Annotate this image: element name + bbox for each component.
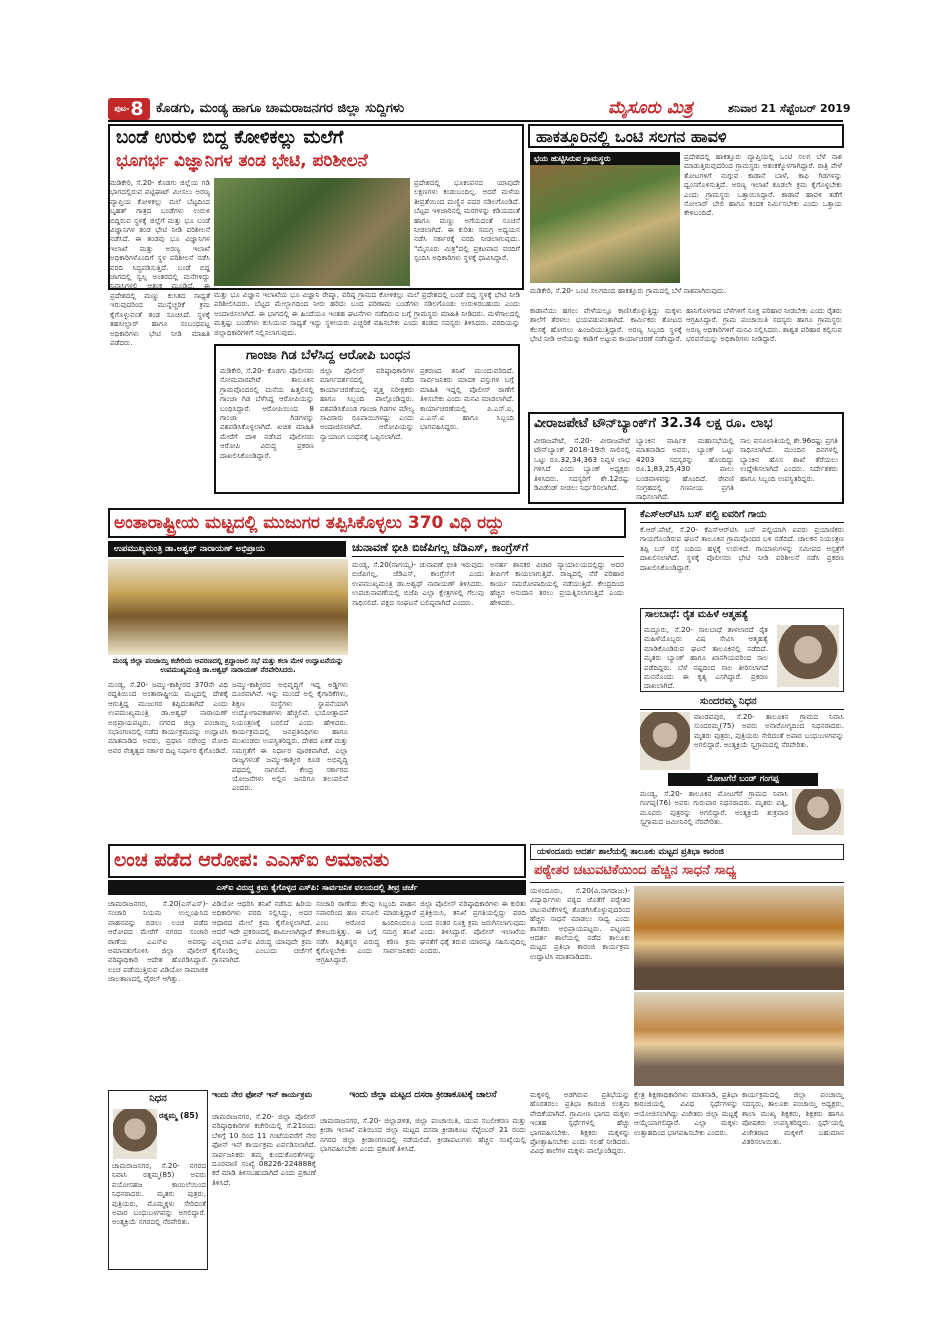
elephant-body-left: ಕಾಡಾನೆಯು ಹಗಲು ವೇಳೆಯಲ್ಲೂ ಕಾಣಿಸಿಕೊಳ್ಳುತ್ತಿದ್ದು ಮಕ್ಕಳು ಶಾಲೆಗೆ ತೆರಳಲು ಭಯಪಡುವಂತಾಗಿದೆ. ಕಾರ್ಮಿಕರು ತೋಟದ ಕೆಲಸಕ್ಕೆ ಹೋಗಲು ಹಿಂಜರಿಯುತ್ತಿದ್ದಾರೆ. ಅರಣ್ಯ ಸಿಬ್ಬಂದಿ ಸ್ಥಳಕ್ಕೆ ಭೇಟಿ ನೀಡಿ ಆನೆಯನ್ನು ಕಾಡಿಗೆ ಅಟ್ಟುವ ಕಾರ್ಯಾಚರಣೆ ನಡೆಸಿದ್ದಾರೆ.	[530, 306, 682, 344]
virajpet-body-col3: ಸಾಲ ವಸೂಲಾತಿಯಲ್ಲಿ ಶೇ.96ರಷ್ಟು ಪ್ರಗತಿ ಸಾಧಿಸಲಾಗಿದೆ. ಮುಂದಿನ ದಿನಗಳಲ್ಲಿ ಬ್ಯಾಂಕಿನ ಹೊಸ ಶಾಖೆ ತೆರೆಯಲು ಉದ್ದೇಶಿಸಲಾಗಿದೆ ಎಂದರು. ನಿರ್ದೇಶಕರು ಹಾಗೂ ಸಿಬ್ಬಂದಿ ಉಪಸ್ಥಿತರಿದ್ದರು.	[740, 436, 838, 483]
prathibha-photo-top	[634, 886, 844, 990]
gangappa-body: ಮಂಡ್ಯ, ಸೆ.20- ತಾಲೂಕಿನ ಮೋಟಗೆರೆ ಗ್ರಾಮದ ನಿವಾಸಿ ಗಂಗಪ್ಪ(76) ಅವರು ಗುರುವಾರ ನಿಧನರಾದರು. ಮೃತರು ಪತ್ನಿ, ಮೂವರು ಪುತ್ರರನ್ನು ಅಗಲಿದ್ದಾರೆ. ಅಂತ್ಯಕ್ರಿಯೆ ಶುಕ್ರವಾರ ಸ್ವಗ್ರಾಮದ ಜಮೀನಿನಲ್ಲಿ ನೆರವೇರಿತು.	[640, 789, 788, 827]
prathibha-kicker-box	[530, 844, 844, 860]
boulder-photo-caption: ಮತ್ತು ಭೂ ವಿಜ್ಞಾನ ಇಲಾಖೆಯ ಭೂ ವಿಜ್ಞಾನಿ ರೇಷ್ಮಾ, ವರಿಷ್ಠ ಗ್ರಾಮದ ಕೋಳಿಕಲ್ಲು ಮಲೆ ಪ್ರದೇಶದಲ್ಲಿ ಬಂಡೆ ಬಿದ್ದ ಸ್ಥಳಕ್ಕೆ ಭೇಟಿ ನೀಡಿ ಪರಿಶೀಲಿಸಿದರು. ಬೆಟ್ಟದ ಮೇಲ್ಭಾಗದಿಂದ ನೀರು ಹರಿದು ಬಂದ ಪರಿಣಾಮ ಬಂಡೆಗಳು ಸಡಿಲಗೊಂಡು ಉರುಳಿರಬಹುದು ಎಂದು ಅಂದಾಜಿಸಲಾಗಿದೆ. ಈ ಭಾಗದಲ್ಲಿ ಈ ಹಿಂದೆಯೂ ಇಂತಹ ಘಟನೆಗಳು ನಡೆದಿರುವ ಬಗ್ಗೆ ಗ್ರಾಮಸ್ಥರು ಮಾಹಿತಿ ನೀಡಿದರು. ಮಳೆಗಾಲದಲ್ಲಿ ಮತ್ತಷ್ಟು ಬಂಡೆಗಳು ಕುಸಿಯುವ ಸಾಧ್ಯತೆ ಇದ್ದು ಸ್ಥಳೀಯರು ಎಚ್ಚರಿಕೆ ವಹಿಸಬೇಕು ಎಂದು ತಂಡದ ಸದಸ್ಯರು ತಿಳಿಸಿದರು. ವರದಿಯನ್ನು ಜಿಲ್ಲಾಧಿಕಾರಿಗಳಿಗೆ ಸಲ್ಲಿಸಲಾಗುವುದು.	[214, 290, 520, 337]
page-number-badge	[108, 98, 150, 120]
article-370-headline: ಅಂತಾರಾಷ್ಟ್ರೀಯ ಮಟ್ಟದಲ್ಲಿ ಮುಜುಗರ ತಪ್ಪಿಸಿಕೊಳ್ಳಲು 370 ವಿಧಿ ರದ್ದು	[114, 513, 505, 533]
gangappa-headline-bar	[668, 773, 818, 786]
virajpet-body-col2: ಬ್ಯಾಂಕಿನ ವಾರ್ಷಿಕ ಮಹಾಸಭೆಯಲ್ಲಿ ಮಾತನಾಡಿದ ಅವರು, ಬ್ಯಾಂಕ್ ಒಟ್ಟು 4203 ಸದಸ್ಯರನ್ನು ಹೊಂದಿದ್ದು ರೂ.1,83,25,430 ಪಾಲು ಬಂಡವಾಳವನ್ನು ಹೊಂದಿದೆ. ಠೇವಣಿ ಸಂಗ್ರಹದಲ್ಲಿ ಗಣನೀಯ ಪ್ರಗತಿ ಸಾಧಿಸಲಾಗಿದೆ.	[636, 436, 734, 502]
boulder-subheadline: ಭೂಗರ್ಭ ವಿಜ್ಞಾನಿಗಳ ತಂಡ ಭೇಟಿ, ಪರಿಶೀಲನೆ	[116, 151, 368, 171]
boulder-headline: ಬಂಡೆ ಉರುಳಿ ಬಿದ್ದ ಕೋಳಿಕಲ್ಲು ಮಲೆಗೆ	[116, 127, 344, 148]
prathibha-photo-bottom	[634, 992, 844, 1086]
article-370-photo	[108, 559, 348, 655]
farmer-story-box	[640, 608, 844, 692]
boulder-body-col3: ಪ್ರದೇಶದಲ್ಲಿ ಭೂಕಂಪನದ ಯಾವುದೇ ಲಕ್ಷಣಗಳು ಕಂಡುಬಂದಿಲ್ಲ. ಆದರೆ ಮಳೆಯ ತೀವ್ರತೆಯಿಂದ ಮಣ್ಣಿನ ಪದರ ಸಡಿಲಗೊಂಡಿದೆ. ಬೆಟ್ಟದ ಇಳಿಜಾರಿನಲ್ಲಿ ಮರಗಳನ್ನು ಕಡಿಯದಂತೆ ಹಾಗೂ ಮಣ್ಣು ಅಗೆಯದಂತೆ ಸೂಚನೆ ನೀಡಲಾಗಿದೆ. ಈ ಕುರಿತು ಸಮಗ್ರ ಅಧ್ಯಯನ ನಡೆಸಿ ಸರ್ಕಾರಕ್ಕೆ ವರದಿ ನೀಡಲಾಗುವುದು. "ಮೈಸೂರು ಮಿತ್ರ"ದಲ್ಲಿ ಪ್ರಕಟವಾದ ವರದಿಗೆ ಸ್ಪಂದಿಸಿ ಅಧಿಕಾರಿಗಳು ಸ್ಥಳಕ್ಕೆ ಧಾವಿಸಿದ್ದಾರೆ.	[414, 178, 520, 263]
phonein-story	[212, 1090, 316, 1270]
issue-date: ಶನಿವಾರ 21 ಸೆಪ್ಟೆಂಬರ್ 2019	[728, 102, 851, 115]
elephant-photo-label-text: ಭಯ ಹುಟ್ಟಿಸಿರುವ ಗ್ರಾಮಸ್ಥರು	[534, 154, 611, 163]
virajpet-story-box	[528, 412, 844, 504]
dasara-body: ಚಾಮರಾಜನಗರ, ಸೆ.20- ಜಿಲ್ಲಾಡಳಿತ, ಜಿಲ್ಲಾ ಪಂಚಾಯಿತಿ, ಯುವ ಸಬಲೀಕರಣ ಮತ್ತು ಕ್ರೀಡಾ ಇಲಾಖೆ ವತಿಯಿಂದ ಜಿಲ್ಲಾ ಮಟ್ಟದ ದಸರಾ ಕ್ರೀಡಾಕೂಟ ಸೆಪ್ಟೆಂಬರ್ 21 ರಂದು ನಗರದ ಜಿಲ್ಲಾ ಕ್ರೀಡಾಂಗಣದಲ್ಲಿ ನಡೆಯಲಿದೆ. ಕ್ರೀಡಾಪಟುಗಳು ಹೆಚ್ಚಿನ ಸಂಖ್ಯೆಯಲ್ಲಿ ಭಾಗವಹಿಸಬೇಕು ಎಂದು ಪ್ರಕಟಣೆ ತಿಳಿಸಿದೆ.	[320, 1116, 526, 1154]
phonein-headline: ಇಂದು ನೇರ ಫೋನ್ ಇನ್ ಕಾರ್ಯಕ್ರಮ	[212, 1090, 313, 1099]
elephant-photo-label	[530, 152, 680, 165]
farmer-body: ಮದ್ದೂರು, ಸೆ.20- ಸಾಲಬಾಧೆ ತಾಳಲಾರದೆ ರೈತ ಮಹಿಳೆಯೊಬ್ಬರು ವಿಷ ಸೇವಿಸಿ ಆತ್ಮಹತ್ಯೆ ಮಾಡಿಕೊಂಡಿರುವ ಘಟನೆ ತಾಲೂಕಿನಲ್ಲಿ ನಡೆದಿದೆ. ಮೃತರು ಬ್ಯಾಂಕ್ ಹಾಗೂ ಖಾಸಗಿಯವರಿಂದ ಸಾಲ ಪಡೆದಿದ್ದರು. ಬೆಳೆ ನಷ್ಟದಿಂದ ಸಾಲ ತೀರಿಸಲಾಗದೆ ಮನನೊಂದು ಈ ಕೃತ್ಯ ಎಸಗಿದ್ದಾರೆ. ಪ್ರಕರಣ ದಾಖಲಾಗಿದೆ.	[644, 625, 768, 691]
prathibha-body-col3: ಕಾರ್ಯಕ್ರಮದಲ್ಲಿ ಜಿಲ್ಲಾ ಪಂಚಾಯ್ತಿ ಸದಸ್ಯರು, ತಾಲೂಕು ಪಂಚಾಯ್ತಿ ಅಧ್ಯಕ್ಷರು, ಶಾಲಾ ಮುಖ್ಯ ಶಿಕ್ಷಕರು, ಶಿಕ್ಷಕರು ಹಾಗೂ ಪೋಷಕರು ಉಪಸ್ಥಿತರಿದ್ದರು. ಸ್ಪರ್ಧೆಯಲ್ಲಿ ವಿಜೇತರಾದ ಮಕ್ಕಳಿಗೆ ಬಹುಮಾನ ವಿತರಿಸಲಾಯಿತು.	[742, 1090, 844, 1147]
farmer-portrait	[777, 625, 839, 687]
boulder-photo	[214, 178, 410, 286]
elephant-story-box	[528, 124, 844, 148]
section-title: ಕೊಡಗು, ಮಂಡ್ಯ ಹಾಗೂ ಚಾಮರಾಜನಗರ ಜಿಲ್ಲಾ ಸುದ್ದಿಗಳು	[156, 101, 405, 116]
elephant-body-right: ಪ್ರದೇಶದಲ್ಲಿ ಹಾಕತ್ತೂರು ವ್ಯಾಪ್ತಿಯಲ್ಲಿ ಒಂಟಿ ಸಲಗ ಬೆಳೆ ನಾಶ ಮಾಡುತ್ತಿರುವುದರಿಂದ ಗ್ರಾಮಸ್ಥರು ಆತಂಕಕ್ಕೊಳಗಾಗಿದ್ದಾರೆ. ರಾತ್ರಿ ವೇಳೆ ತೋಟಗಳಿಗೆ ನುಗ್ಗುವ ಕಾಡಾನೆ ಬಾಳೆ, ಕಾಫಿ ಗಿಡಗಳನ್ನು ಧ್ವಂಸಗೊಳಿಸುತ್ತಿದೆ. ಅರಣ್ಯ ಇಲಾಖೆ ಕೂಡಲೇ ಕ್ರಮ ಕೈಗೊಳ್ಳಬೇಕು ಎಂದು ಗ್ರಾಮಸ್ಥರು ಒತ್ತಾಯಿಸಿದ್ದಾರೆ. ಕಾಡಾನೆ ಹಾವಳಿ ತಡೆಗೆ ಸೋಲಾರ್ ಬೇಲಿ ಹಾಗೂ ಕಂದಕ ನಿರ್ಮಿಸಬೇಕು ಎಂದು ಒತ್ತಾಯ ಕೇಳಿಬಂದಿದೆ.	[684, 152, 842, 218]
article-370-body-col2: ಜಮ್ಮು-ಕಾಶ್ಮೀರದ ಅಭಿವೃದ್ಧಿಗೆ ಇದ್ದ ಅಡ್ಡಿಗಳು ದೂರವಾಗಿವೆ. ಇನ್ನು ಮುಂದೆ ಅಲ್ಲಿ ಕೈಗಾರಿಕೆಗಳು, ಶಿಕ್ಷಣ ಸಂಸ್ಥೆಗಳು ಸ್ಥಾಪನೆಯಾಗಿ ಉದ್ಯೋಗಾವಕಾಶಗಳು ಹೆಚ್ಚಲಿವೆ. ಭಯೋತ್ಪಾದನೆ ನಿಯಂತ್ರಣಕ್ಕೆ ಬರಲಿದೆ ಎಂದು ಹೇಳಿದರು. ಕಾರ್ಯಕ್ರಮದಲ್ಲಿ ಜನಪ್ರತಿನಿಧಿಗಳು ಹಾಗೂ ಮುಖಂಡರು ಉಪಸ್ಥಿತರಿದ್ದರು. ದೇಶದ ಏಕತೆ ಮತ್ತು ಸಮಗ್ರತೆಗೆ ಈ ನಿರ್ಧಾರ ಪೂರಕವಾಗಿದೆ. ಎಲ್ಲಾ ರಾಜ್ಯಗಳಂತೆ ಜಮ್ಮು-ಕಾಶ್ಮೀರ ಕೂಡ ಅಭಿವೃದ್ಧಿ ಪಥದಲ್ಲಿ ಸಾಗಲಿದೆ. ಕೇಂದ್ರ ಸರ್ಕಾರದ ಯೋಜನೆಗಳು ಅಲ್ಲಿನ ಜನರಿಗೂ ತಲುಪಲಿವೆ ಎಂದರು.	[232, 680, 348, 793]
sundaramma-portrait	[640, 712, 690, 770]
article-370-body-col1: ಮಂಡ್ಯ, ಸೆ.20- ಜಮ್ಮು-ಕಾಶ್ಮೀರದ 370ನೇ ವಿಧಿ ರದ್ದತಿಯಿಂದ ಅಂತಾರಾಷ್ಟ್ರೀಯ ಮಟ್ಟದಲ್ಲಿ ದೇಶಕ್ಕೆ ಆಗುತ್ತಿದ್ದ ಮುಜುಗರ ತಪ್ಪಿದಂತಾಗಿದೆ ಎಂದು ಉಪಮುಖ್ಯಮಂತ್ರಿ ಡಾ.ಅಶ್ವಥ್ ನಾರಾಯಣ್ ಅಭಿಪ್ರಾಯಪಟ್ಟರು. ನಗರದ ಜಿಲ್ಲಾ ಪಂಚಾಯ್ತಿ ಸಭಾಂಗಣದಲ್ಲಿ ನಡೆದ ಕಾರ್ಯಕ್ರಮವನ್ನು ಉದ್ಘಾಟಿಸಿ ಮಾತನಾಡಿದ ಅವರು, ಪ್ರಧಾನಿ ನರೇಂದ್ರ ಮೋದಿ ಅವರ ನೇತೃತ್ವದ ಸರ್ಕಾರ ದಿಟ್ಟ ನಿರ್ಧಾರ ಕೈಗೊಂಡಿದೆ.	[108, 680, 228, 755]
ratnamma-body: ಚಾಮರಾಜನಗರ, ಸೆ.20- ನಗರದ ನಿವಾಸಿ ರತ್ನಮ್ಮ(85) ಅವರು ವಯೋಸಹಜ ಕಾಯಿಲೆಯಿಂದ ನಿಧನರಾದರು. ಮೃತರು ಪುತ್ರರು, ಪುತ್ರಿಯರು, ಮೊಮ್ಮಕ್ಕಳು ಸೇರಿದಂತೆ ಅಪಾರ ಬಂಧುಬಳಗವನ್ನು ಅಗಲಿದ್ದಾರೆ. ಅಂತ್ಯಕ್ರಿಯೆ ನಗರದಲ್ಲಿ ನೆರವೇರಿತು.	[112, 1161, 206, 1227]
dasara-headline: ಇಂದು ಜಿಲ್ಲಾ ಮಟ್ಟದ ದಸರಾ ಕ್ರೀಡಾಕೂಟಕ್ಕೆ ಚಾಲನೆ	[349, 1090, 497, 1100]
prathibha-body-col2: ಕ್ಷೇತ್ರ ಶಿಕ್ಷಣಾಧಿಕಾರಿಗಳು ಮಾತನಾಡಿ, ಪ್ರತಿಭಾ ಕಾರಂಜಿಯಲ್ಲಿ ವಿವಿಧ ಸ್ಪರ್ಧೆಗಳನ್ನು ಆಯೋಜಿಸಲಾಗಿದ್ದು ವಿಜೇತರು ಜಿಲ್ಲಾ ಮಟ್ಟಕ್ಕೆ ಆಯ್ಕೆಯಾಗಲಿದ್ದಾರೆ. ಎಲ್ಲಾ ಮಕ್ಕಳು ಉತ್ಸಾಹದಿಂದ ಭಾಗವಹಿಸಬೇಕು ಎಂದರು.	[634, 1090, 738, 1137]
bus-accident-headline: ಕೆಎಸ್‌ಆರ್‌ಟಿಸಿ ಬಸ್ ಪಲ್ಟಿ ಐವರಿಗೆ ಗಾಯ	[640, 509, 767, 520]
bus-accident-body: ಕೆ.ಆರ್.ಪೇಟೆ, ಸೆ.20- ಕೆಎಸ್‌ಆರ್‌ಟಿಸಿ ಬಸ್ ಪಲ್ಟಿಯಾಗಿ ಐವರು ಪ್ರಯಾಣಿಕರು ಗಾಯಗೊಂಡಿರುವ ಘಟನೆ ತಾಲೂಕಿನ ಗ್ರಾಮವೊಂದರ ಬಳಿ ನಡೆದಿದೆ. ಚಾಲಕನ ನಿಯಂತ್ರಣ ತಪ್ಪಿ ಬಸ್ ರಸ್ತೆ ಬದಿಯ ಹಳ್ಳಕ್ಕೆ ಉರುಳಿದೆ. ಗಾಯಾಳುಗಳನ್ನು ಸಮೀಪದ ಆಸ್ಪತ್ರೆಗೆ ದಾಖಲಿಸಲಾಗಿದೆ. ಸ್ಥಳಕ್ಕೆ ಪೊಲೀಸರು ಭೇಟಿ ನೀಡಿ ಪರಿಶೀಲನೆ ನಡೆಸಿ ಪ್ರಕರಣ ದಾಖಲಿಸಿಕೊಂಡಿದ್ದಾರೆ.	[640, 525, 844, 572]
election-body-col2: ಅನರ್ಹ ಶಾಸಕರ ವಿಚಾರ ನ್ಯಾಯಾಲಯದಲ್ಲಿದ್ದು ಅದರ ತೀರ್ಪಿಗೆ ಕಾಯಲಾಗುತ್ತಿದೆ. ರಾಜ್ಯದಲ್ಲಿ ನೆರೆ ಪರಿಹಾರ ಕಾರ್ಯ ಸಮರೋಪಾದಿಯಲ್ಲಿ ನಡೆಯುತ್ತಿದೆ. ಕೇಂದ್ರದಿಂದ ಹೆಚ್ಚಿನ ಅನುದಾನ ತರಲು ಪ್ರಯತ್ನಿಸಲಾಗುತ್ತಿದೆ ಎಂದು ಹೇಳಿದರು.	[490, 560, 624, 607]
ratnamma-name: ರತ್ನಮ್ಮ (85)	[159, 1111, 199, 1120]
bus-accident-rule	[640, 522, 844, 523]
sundaramma-rule	[640, 709, 844, 710]
elephant-body-mid: ಹಾನಿಗೊಳಗಾದ ಬೆಳೆಗಳಿಗೆ ಸೂಕ್ತ ಪರಿಹಾರ ನೀಡಬೇಕು ಎಂದು ರೈತರು ಆಗ್ರಹಿಸಿದ್ದಾರೆ. ಗ್ರಾಮ ಪಂಚಾಯಿತಿ ಸದಸ್ಯರು ಹಾಗೂ ಗ್ರಾಮಸ್ಥರು ಅರಣ್ಯ ಅಧಿಕಾರಿಗಳಿಗೆ ಮನವಿ ಸಲ್ಲಿಸಿದರು. ಶಾಶ್ವತ ಪರಿಹಾರ ಕಲ್ಪಿಸುವ ಭರವಸೆಯನ್ನು ಅಧಿಕಾರಿಗಳು ನೀಡಿದ್ದಾರೆ.	[686, 306, 842, 344]
ganja-headline: ಗಾಂಜಾ ಗಿಡ ಬೆಳೆಸಿದ್ದ ಆರೋಪಿ ಬಂಧನ	[246, 348, 411, 363]
farmer-headline: ಸಾಲಬಾಧೆ: ರೈತ ಮಹಿಳೆ ಆತ್ಮಹತ್ಯೆ	[641, 609, 843, 623]
elephant-photo	[530, 165, 680, 283]
boulder-body-col1: ಮಡಿಕೇರಿ, ಸೆ.20- ಕೊಡಗು ಜಿಲ್ಲೆಯ ಗಡಿ ಭಾಗದಲ್ಲಿರುವ ಪಟ್ಟಿಘಾಟ್ ಮೀಸಲು ಅರಣ್ಯ ವ್ಯಾಪ್ತಿಯ ಕೋಳಿಕಲ್ಲು ಮಲೆ ಬೆಟ್ಟದಿಂದ ಬೃಹತ್ ಗಾತ್ರದ ಬಂಡೆಗಳು ಉರುಳಿ ಬಿದ್ದಿರುವ ಸ್ಥಳಕ್ಕೆ ಜಿಲ್ಲೆಗೆ ಮತ್ತು ಭೂ ಬಂಡೆ ವಿಜ್ಞಾನಿಗಳ ತಂಡ ಭೇಟಿ ನೀಡಿ ಪರಿಶೀಲನೆ ನಡೆಸಿದೆ. ಈ ತಂಡವು ಭೂ ವಿಜ್ಞಾನಿಗಳ ಇಲಾಖೆ ಮತ್ತು ಅರಣ್ಯ ಇಲಾಖೆ ಅಧಿಕಾರಿಗಳೊಂದಿಗೆ ಸ್ಥಳ ಪರಿಶೀಲನೆ ನಡೆಸಿ ವರದಿ ಸಿದ್ಧಪಡಿಸುತ್ತಿದೆ. ಬಂಡೆ ಬಿದ್ದ ಜಾಗದಲ್ಲಿ ಸ್ವಲ್ಪ ಅಂತರದಲ್ಲಿ ಮನೆಗಳಿದ್ದು ನಿವಾಸಿಗಳಲ್ಲಿ ಆತಂಕ ಮೂಡಿದೆ. ಈ ಪ್ರದೇಶದಲ್ಲಿ ಮಣ್ಣು ಕುಸಿತದ ಸಾಧ್ಯತೆ ಇರುವುದರಿಂದ ಮುನ್ನೆಚ್ಚರಿಕೆ ಕ್ರಮ ಕೈಗೊಳ್ಳುವಂತೆ ತಂಡ ಸೂಚಿಸಿದೆ. ಸ್ಥಳಕ್ಕೆ ತಹಸೀಲ್ದಾರ್ ಹಾಗೂ ಸಂಬಂಧಪಟ್ಟ ಅಧಿಕಾರಿಗಳು ಭೇಟಿ ನೀಡಿ ಮಾಹಿತಿ ಪಡೆದರು.	[110, 178, 210, 347]
ganja-body-col1: ಮಡಿಕೇರಿ, ಸೆ.20- ಕೊಡಗು ಪೊಲೀಸರು ಸೋಮವಾರಪೇಟೆ ತಾಲೂಕಿನ ಗ್ರಾಮವೊಂದರಲ್ಲಿ ಮನೆಯ ಹಿತ್ತಲಿನಲ್ಲಿ ಗಾಂಜಾ ಗಿಡ ಬೆಳೆಸಿದ್ದ ಆರೋಪಿಯನ್ನು ಬಂಧಿಸಿದ್ದಾರೆ. ಆರೋಪಿಯಿಂದ 8 ಗಾಂಜಾ ಗಿಡಗಳನ್ನು ವಶಪಡಿಸಿಕೊಳ್ಳಲಾಗಿದೆ. ಖಚಿತ ಮಾಹಿತಿ ಮೇರೆಗೆ ದಾಳಿ ನಡೆಸಿದ ಪೊಲೀಸರು ಆರೋಪಿ ವಿರುದ್ಧ ಪ್ರಕರಣ ದಾಖಲಿಸಿಕೊಂಡಿದ್ದಾರೆ.	[220, 366, 314, 460]
election-headline: ಚುನಾವಣೆ ಭೀತಿ ಬಿಜೆಪಿಗಲ್ಲ ಜೆಡಿಎಸ್, ಕಾಂಗ್ರೆಸ್‌ಗೆ	[352, 541, 529, 554]
page-number: 8	[130, 98, 144, 120]
ratnamma-title: ನಿಧನ	[149, 1093, 167, 1104]
bribe-kicker	[108, 880, 526, 895]
prathibha-headline: ಪಠ್ಯೇತರ ಚಟುವಟಿಕೆಯಿಂದ ಹೆಚ್ಚಿನ ಸಾಧನೆ ಸಾಧ್ಯ	[534, 863, 737, 878]
page-header	[108, 96, 851, 122]
dasara-story	[320, 1090, 526, 1270]
article-370-kicker	[108, 541, 346, 557]
ganja-story-box	[214, 344, 520, 494]
prathibha-body-left: ಯಳಂದೂರು, ಸೆ.20(ವಿ.ನಾಗರಾಜು)- ವಿದ್ಯಾರ್ಥಿಗಳು ಪಠ್ಯದ ಜೊತೆಗೆ ಪಠ್ಯೇತರ ಚಟುವಟಿಕೆಗಳಲ್ಲಿ ತೊಡಗಿಸಿಕೊಳ್ಳುವುದರಿಂದ ಹೆಚ್ಚಿನ ಸಾಧನೆ ಮಾಡಲು ಸಾಧ್ಯ ಎಂದು ಶಾಸಕರು ಅಭಿಪ್ರಾಯಪಟ್ಟರು. ಪಟ್ಟಣದ ಆದರ್ಶ ಶಾಲೆಯಲ್ಲಿ ನಡೆದ ತಾಲೂಕು ಮಟ್ಟದ ಪ್ರತಿಭಾ ಕಾರಂಜಿ ಕಾರ್ಯಕ್ರಮ ಉದ್ಘಾಟಿಸಿ ಮಾತನಾಡಿದರು.	[530, 886, 630, 961]
ganja-body-col3: ಪ್ರಕರಣದ ತನಿಖೆ ಮುಂದುವರಿದಿದೆ. ಸಾರ್ವಜನಿಕರು ಮಾದಕ ವಸ್ತುಗಳ ಬಗ್ಗೆ ಮಾಹಿತಿ ಇದ್ದಲ್ಲಿ ಪೊಲೀಸ್ ಠಾಣೆಗೆ ತಿಳಿಸಬೇಕು ಎಂದು ಮನವಿ ಮಾಡಲಾಗಿದೆ. ಕಾರ್ಯಾಚರಣೆಯಲ್ಲಿ ಪಿ.ಎಸ್.ಐ, ಎ.ಎಸ್.ಐ ಹಾಗೂ ಸಿಬ್ಬಂದಿ ಭಾಗವಹಿಸಿದ್ದರು.	[420, 366, 514, 432]
gangappa-portrait	[792, 789, 844, 835]
ratnamma-obit-box	[108, 1090, 208, 1270]
sundaramma-body: ಪಾಂಡವಪುರ, ಸೆ.20- ತಾಲೂಕಿನ ಗ್ರಾಮದ ನಿವಾಸಿ ಸುಂದರಮ್ಮ(75) ಅವರು ಅನಾರೋಗ್ಯದಿಂದ ನಿಧನರಾದರು. ಮೃತರು ಪುತ್ರರು, ಪುತ್ರಿಯರು ಸೇರಿದಂತೆ ಅಪಾರ ಬಂಧುಬಳಗವನ್ನು ಅಗಲಿದ್ದಾರೆ. ಅಂತ್ಯಕ್ರಿಯೆ ಸ್ವಗ್ರಾಮದಲ್ಲಿ ನೆರವೇರಿತು.	[694, 712, 844, 750]
virajpet-body-col1: ವೀರಾಜಪೇಟೆ, ಸೆ.20- ವೀರಾಜಪೇಟೆ ಟೌನ್‌ಬ್ಯಾಂಕ್ 2018-19ನೇ ಸಾಲಿನಲ್ಲಿ ಒಟ್ಟು ರೂ.32,34,363 ನಿವ್ವಳ ಲಾಭ ಗಳಿಸಿದೆ ಎಂದು ಬ್ಯಾಂಕ್ ಅಧ್ಯಕ್ಷರು ತಿಳಿಸಿದರು. ಸದಸ್ಯರಿಗೆ ಶೇ.12ರಷ್ಟು ಡಿವಿಡೆಂಡ್ ನೀಡಲು ನಿರ್ಧರಿಸಲಾಗಿದೆ.	[534, 436, 630, 493]
bribe-body-col1: ಚಾಮರಾಜನಗರ, ಸೆ.20(ಎಸ್‌ಎಸ್)- ಸಂಚಾರಿ ನಿಯಮ ಉಲ್ಲಂಘಿಸಿದ ವಾಹನವನ್ನು ಬಿಡಲು ಲಂಚ ಪಡೆದ ಆರೋಪದ ಮೇರೆಗೆ ನಗರದ ಸಂಚಾರಿ ಠಾಣೆಯ ಎಎಸ್‌ಐ ಅವರನ್ನು ಅಮಾನತುಗೊಳಿಸಿ ಜಿಲ್ಲಾ ಪೊಲೀಸ್ ವರಿಷ್ಠಾಧಿಕಾರಿ ಆದೇಶ ಹೊರಡಿಸಿದ್ದಾರೆ. ಲಂಚ ಪಡೆಯುತ್ತಿರುವ ವಿಡಿಯೋ ಸಾಮಾಜಿಕ ಜಾಲತಾಣದಲ್ಲಿ ವೈರಲ್ ಆಗಿತ್ತು.	[108, 899, 208, 984]
prathibha-rule	[530, 882, 844, 883]
bribe-body-col4: ಜಿಲ್ಲಾ ಪೊಲೀಸ್ ವರಿಷ್ಠಾಧಿಕಾರಿಗಳು ಈ ಕುರಿತು ಪ್ರತಿಕ್ರಿಯಿಸಿ, ತನಿಖೆ ಪ್ರಗತಿಯಲ್ಲಿದ್ದು ವರದಿ ಬಂದ ನಂತರ ಸೂಕ್ತ ಕ್ರಮ ಜರುಗಿಸಲಾಗುವುದು ಎಂದು ತಿಳಿಸಿದ್ದಾರೆ. ಪೊಲೀಸ್ ಇಲಾಖೆಯ ಘನತೆಗೆ ಧಕ್ಕೆ ತರುವ ಯಾರನ್ನೂ ಸಹಿಸುವುದಿಲ್ಲ ಎಂದರು.	[420, 899, 526, 956]
elephant-photo-caption: ಮಡಿಕೇರಿ, ಸೆ.20- ಒಂಟಿ ಸಲಗದಿಂದ ಹಾಕತ್ತೂರು ಗ್ರಾಮದಲ್ಲಿ ಬೆಳೆ ನಾಶವಾಗಿರುವುದು.	[530, 286, 727, 295]
bribe-headline: ಲಂಚ ಪಡೆದ ಆರೋಪ: ಎಎಸ್‌ಐ ಅಮಾನತು	[114, 849, 390, 871]
masthead: ಮೈಸೂರು ಮಿತ್ರ	[608, 98, 693, 118]
bribe-body-col3: ಸಂಚಾರಿ ಠಾಣೆಯ ಕೆಲವು ಸಿಬ್ಬಂದಿ ವಾಹನ ಸವಾರರಿಂದ ಹಣ ವಸೂಲಿ ಮಾಡುತ್ತಿದ್ದಾರೆ ಎಂಬ ಆರೋಪ ಹಿಂದಿನಿಂದಲೂ ಕೇಳಿಬರುತ್ತಿತ್ತು. ಈ ಬಗ್ಗೆ ಸಮಗ್ರ ತನಿಖೆ ನಡೆಸಿ ತಪ್ಪಿತಸ್ಥರ ವಿರುದ್ಧ ಕಠಿಣ ಕ್ರಮ ಕೈಗೊಳ್ಳಬೇಕು ಎಂದು ಸಾರ್ವಜನಿಕರು ಆಗ್ರಹಿಸಿದ್ದಾರೆ.	[316, 899, 416, 965]
bribe-kicker-text: ಎಸ್‌ಐ ವಿರುದ್ಧ ಕ್ರಮ ಕೈಗೊಳ್ಳದ ಎಸ್‌ಪಿ: ಸಾರ್ವಜನಿಕ ವಲಯದಲ್ಲಿ ತೀವ್ರ ಚರ್ಚೆ	[216, 883, 418, 892]
election-rule	[352, 556, 624, 557]
article-370-kicker-text: ಉಪಮುಖ್ಯಮಂತ್ರಿ ಡಾ.ಅಶ್ವಥ್ ನಾರಾಯಣ್ ಅಭಿಪ್ರಾಯ	[114, 544, 265, 554]
ganja-body-col2: ಜಿಲ್ಲಾ ಪೊಲೀಸ್ ವರಿಷ್ಠಾಧಿಕಾರಿಗಳ ಮಾರ್ಗದರ್ಶನದಲ್ಲಿ ನಡೆದ ಕಾರ್ಯಾಚರಣೆಯಲ್ಲಿ ವೃತ್ತ ನಿರೀಕ್ಷಕರು ಹಾಗೂ ಸಿಬ್ಬಂದಿ ಪಾಲ್ಗೊಂಡಿದ್ದರು. ವಶಪಡಿಸಿಕೊಂಡ ಗಾಂಜಾ ಗಿಡಗಳ ಮೌಲ್ಯ ಸಾವಿರಾರು ರೂಪಾಯಿಗಳಷ್ಟು ಎಂದು ಅಂದಾಜಿಸಲಾಗಿದೆ. ಆರೋಪಿಯನ್ನು ನ್ಯಾಯಾಂಗ ಬಂಧನಕ್ಕೆ ಒಪ್ಪಿಸಲಾಗಿದೆ.	[320, 366, 414, 441]
prathibha-body-col1: ಮಕ್ಕಳಲ್ಲಿ ಅಡಗಿರುವ ಪ್ರತಿಭೆಯನ್ನು ಹೊರತರಲು ಪ್ರತಿಭಾ ಕಾರಂಜಿ ಉತ್ತಮ ವೇದಿಕೆಯಾಗಿದೆ. ಗ್ರಾಮೀಣ ಭಾಗದ ಮಕ್ಕಳು ಇಂತಹ ಸ್ಪರ್ಧೆಗಳಲ್ಲಿ ಹೆಚ್ಚು ಭಾಗವಹಿಸಬೇಕು. ಶಿಕ್ಷಕರು ಮಕ್ಕಳನ್ನು ಪ್ರೋತ್ಸಾಹಿಸಬೇಕು ಎಂದು ಸಲಹೆ ನೀಡಿದರು. ವಿವಿಧ ಶಾಲೆಗಳ ಮಕ್ಕಳು ಪಾಲ್ಗೊಂಡಿದ್ದರು.	[530, 1090, 630, 1156]
page-label: ಪುಟ-	[114, 104, 130, 113]
article-370-headline-box	[108, 508, 626, 538]
bribe-headline-box	[108, 844, 526, 878]
bribe-body-col2: ವಿಡಿಯೋ ಆಧರಿಸಿ ತನಿಖೆ ನಡೆಸಿದ ಹಿರಿಯ ಅಧಿಕಾರಿಗಳು ವರದಿ ಸಲ್ಲಿಸಿದ್ದು, ಅದರ ಆಧಾರದ ಮೇಲೆ ಕ್ರಮ ಕೈಗೊಳ್ಳಲಾಗಿದೆ. ಆದರೆ ಇದೇ ಪ್ರಕರಣದಲ್ಲಿ ಶಾಮೀಲಾಗಿದ್ದಾರೆ ಎನ್ನಲಾದ ಎಸ್‌ಐ ವಿರುದ್ಧ ಯಾವುದೇ ಕ್ರಮ ಕೈಗೊಂಡಿಲ್ಲ ಎಂಬುದು ಚರ್ಚೆಗೆ ಗ್ರಾಸವಾಗಿದೆ.	[212, 899, 312, 965]
gangappa-headline: ಮೋಟಗೆರೆ ಬಂಡ್ ಗಂಗಪ್ಪ	[707, 774, 779, 784]
article-370-photo-caption: ಮಂಡ್ಯ ಜಿಲ್ಲಾ ಪಂಚಾಯ್ತಿ ಕಚೇರಿಯ ಆವರಣದಲ್ಲಿ ಶ್ರದ್ಧಾಂಜಲಿ ಸಭೆ ಮತ್ತು ಕಲಾ ಮೇಳ ಉದ್ಘಾಟನೆಯನ್ನು ಉಪಮುಖ್ಯಮಂತ್ರಿ ಡಾ.ಅಶ್ವಥ್ ನಾರಾಯಣ್ ನೆರವೇರಿಸಿದರು.	[112, 657, 344, 674]
prathibha-kicker: ಯಳಂದೂರು ಆದರ್ಶ ಶಾಲೆಯಲ್ಲಿ ತಾಲೂಕು ಮಟ್ಟದ ಪ್ರತಿಭಾ ಕಾರಂಜಿ	[537, 847, 724, 857]
election-body-col1: ಮಂಡ್ಯ, ಸೆ.20(ನಾಗಯ್ಯ)- ಚುನಾವಣೆ ಭೀತಿ ಇರುವುದು ಬಿಜೆಪಿಗಲ್ಲ, ಜೆಡಿಎಸ್, ಕಾಂಗ್ರೆಸ್‌ಗೆ ಎಂದು ಉಪಮುಖ್ಯಮಂತ್ರಿ ಡಾ.ಅಶ್ವಥ್ ನಾರಾಯಣ್ ತಿಳಿಸಿದರು. ಉಪಚುನಾವಣೆಯಲ್ಲಿ ಬಿಜೆಪಿ ಎಲ್ಲಾ ಕ್ಷೇತ್ರಗಳಲ್ಲಿ ಗೆಲುವು ಸಾಧಿಸಲಿದೆ. ಪಕ್ಷದ ಸಂಘಟನೆ ಬಲಿಷ್ಠವಾಗಿದೆ ಎಂದರು.	[352, 560, 484, 607]
phonein-body: ಚಾಮರಾಜನಗರ, ಸೆ.20- ಜಿಲ್ಲಾ ಪೊಲೀಸ್ ವರಿಷ್ಠಾಧಿಕಾರಿಗಳ ಕಚೇರಿಯಲ್ಲಿ ಸೆ.21ರಂದು ಬೆಳಿಗ್ಗೆ 10 ರಿಂದ 11 ಗಂಟೆಯವರೆಗೆ ನೇರ ಫೋನ್ ಇನ್ ಕಾರ್ಯಕ್ರಮ ಏರ್ಪಡಿಸಲಾಗಿದೆ. ಸಾರ್ವಜನಿಕರು ತಮ್ಮ ಕುಂದುಕೊರತೆಗಳನ್ನು ದೂರವಾಣಿ ಸಂಖ್ಯೆ 08226-224888ಕ್ಕೆ ಕರೆ ಮಾಡಿ ತಿಳಿಸಬಹುದಾಗಿದೆ ಎಂದು ಪ್ರಕಟಣೆ ತಿಳಿಸಿದೆ.	[212, 1112, 316, 1187]
elephant-headline: ಹಾಕತ್ತೂರಿನಲ್ಲಿ ಒಂಟಿ ಸಲಗನ ಹಾವಳಿ	[536, 127, 727, 146]
ratnamma-portrait	[113, 1109, 157, 1159]
sundaramma-headline: ಸುಂದರಮ್ಮ ನಿಧನ	[700, 696, 757, 707]
virajpet-headline: ವೀರಾಜಪೇಟೆ ಟೌನ್‌ಬ್ಯಾಂಕ್‌ಗೆ 32.34 ಲಕ್ಷ ರೂ. ಲಾಭ	[534, 416, 773, 431]
